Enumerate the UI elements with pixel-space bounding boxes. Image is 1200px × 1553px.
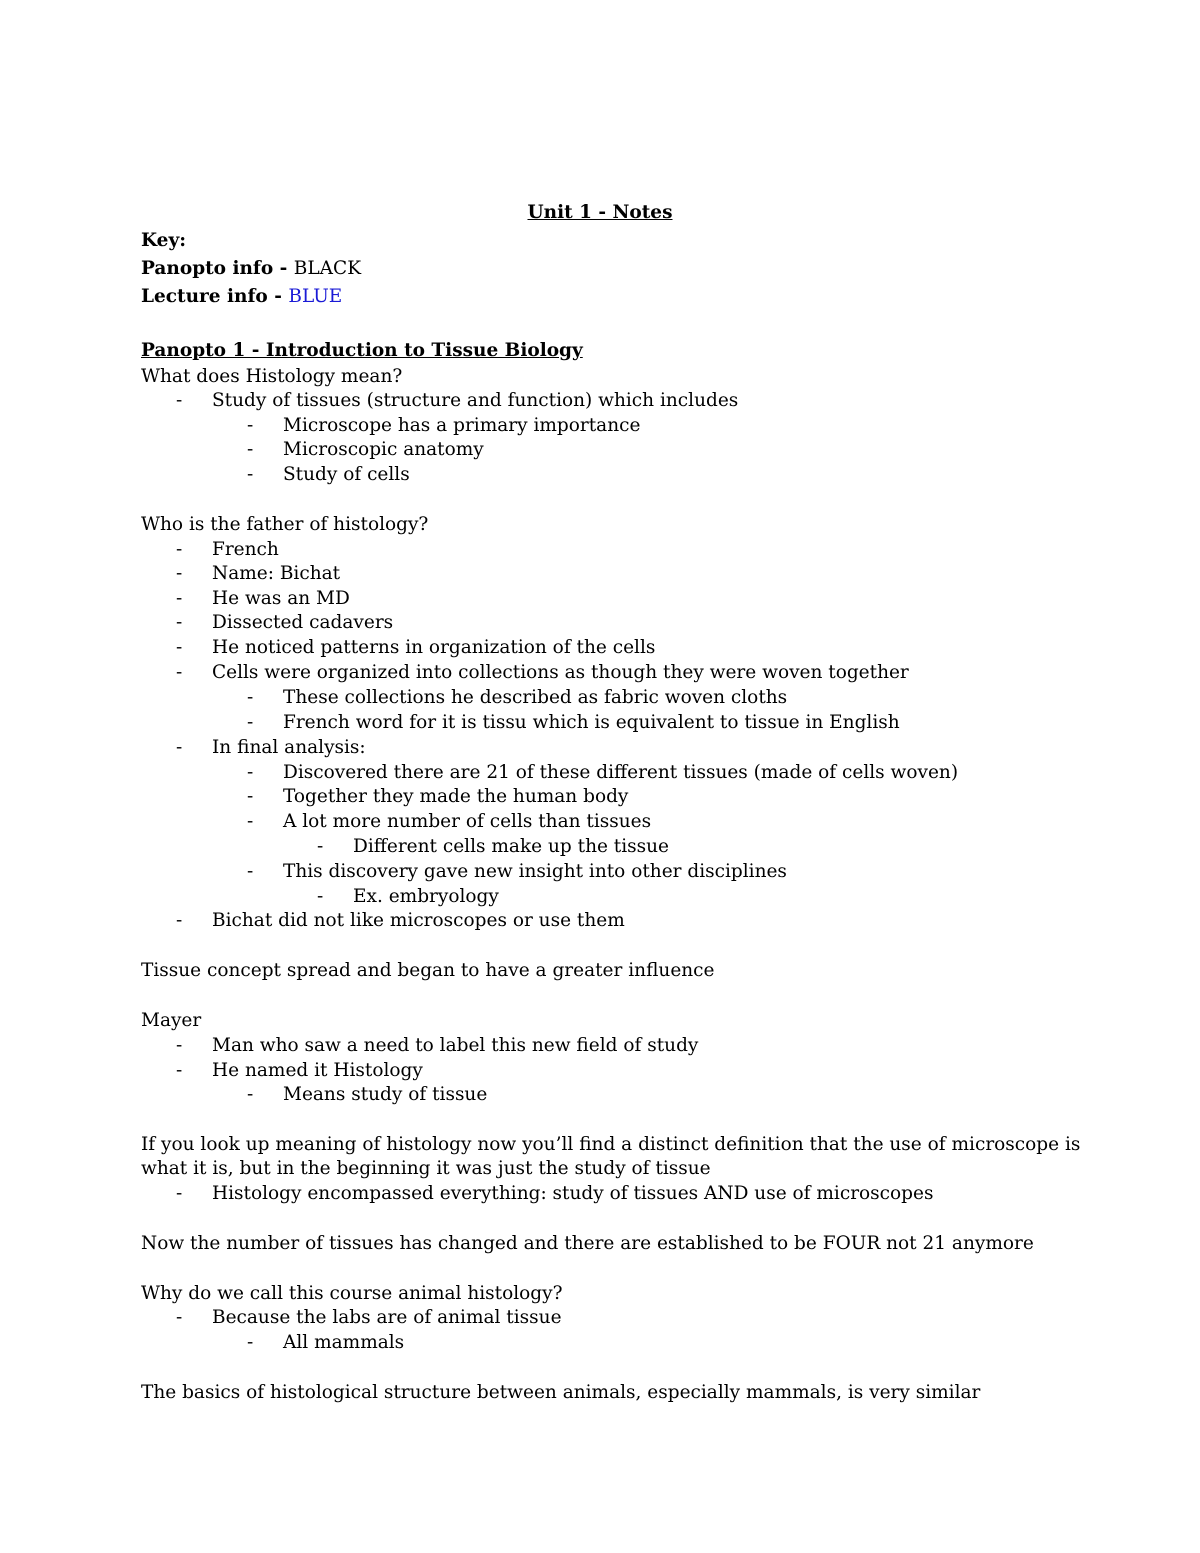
bullet-dash: - (176, 737, 183, 758)
bullet-dash: - (176, 1183, 183, 1204)
key-blue-line (141, 284, 342, 309)
line-text: A lot more number of cells than tissues (283, 811, 652, 832)
line-text: He named it Histology (212, 1060, 423, 1081)
line-text: What does Histology mean? (141, 366, 403, 387)
bullet-dash: - (176, 539, 183, 560)
line-text: Now the number of tissues has changed and there are established to be FOUR not 21 anymore (141, 1233, 1034, 1254)
key-black-label: Panopto info - (141, 258, 294, 279)
line-text: Bichat did not like microscopes or use them (212, 910, 625, 931)
line-text: Name: Bichat (212, 563, 341, 584)
bullet-dash: - (247, 1084, 254, 1105)
bullet-dash: - (176, 1307, 183, 1328)
bullet-dash: - (247, 687, 254, 708)
bullet-dash: - (247, 1332, 254, 1353)
line-text: what it is, but in the beginning it was just the study of tissue (141, 1158, 711, 1179)
bullet-dash: - (176, 910, 183, 931)
key-blue-label: Lecture info - (141, 286, 289, 307)
line-text: Dissected cadavers (212, 612, 394, 633)
line-text: The basics of histological structure between animals, especially mammals, is very similar (141, 1382, 981, 1403)
line-text: Who is the father of histology? (141, 514, 429, 535)
line-text: Ex. embryology (353, 886, 499, 907)
section-heading: Panopto 1 - Introduction to Tissue Biology (141, 340, 583, 361)
line-text: All mammals (283, 1332, 405, 1353)
key-heading: Key: (141, 230, 187, 251)
line-text: Why do we call this course animal histology? (141, 1283, 563, 1304)
bullet-dash: - (176, 662, 183, 683)
line-text: In final analysis: (212, 737, 366, 758)
line-text: Histology encompassed everything: study of tissues AND use of microscopes (212, 1183, 934, 1204)
bullet-dash: - (247, 786, 254, 807)
line-text: Different cells make up the tissue (353, 836, 670, 857)
line-text: Mayer (141, 1010, 202, 1031)
line-text: Tissue concept spread and began to have a greater influence (141, 960, 715, 981)
line-text: Microscopic anatomy (283, 439, 484, 460)
line-text: Discovered there are 21 of these different tissues (made of cells woven) (283, 762, 959, 783)
line-text: This discovery gave new insight into other disciplines (283, 861, 787, 882)
line-text: He was an MD (212, 588, 350, 609)
line-text: Together they made the human body (283, 786, 629, 807)
bullet-dash: - (247, 415, 254, 436)
line-text: Because the labs are of animal tissue (212, 1307, 562, 1328)
bullet-dash: - (247, 811, 254, 832)
bullet-dash: - (317, 886, 324, 907)
bullet-dash: - (247, 464, 254, 485)
bullet-dash: - (176, 612, 183, 633)
bullet-dash: - (317, 836, 324, 857)
line-text: These collections he described as fabric woven cloths (283, 687, 788, 708)
line-text: Means study of tissue (283, 1084, 488, 1105)
page-title: Unit 1 - Notes (527, 202, 673, 223)
bullet-dash: - (176, 390, 183, 411)
bullet-dash: - (247, 861, 254, 882)
line-text: Microscope has a primary importance (283, 415, 641, 436)
bullet-dash: - (247, 439, 254, 460)
line-text: Study of cells (283, 464, 410, 485)
line-text: If you look up meaning of histology now you’ll find a distinct definition that the use of microscope is (141, 1134, 1081, 1155)
bullet-dash: - (247, 762, 254, 783)
bullet-dash: - (176, 1035, 183, 1056)
line-text: Study of tissues (structure and function) which includes (212, 390, 739, 411)
line-text: Cells were organized into collections as though they were woven together (212, 662, 909, 683)
bullet-dash: - (176, 637, 183, 658)
line-text: Man who saw a need to label this new field of study (212, 1035, 699, 1056)
bullet-dash: - (176, 588, 183, 609)
key-black-value: BLACK (293, 258, 362, 279)
bullet-dash: - (176, 1060, 183, 1081)
line-text: French (212, 539, 279, 560)
line-text: He noticed patterns in organization of the cells (212, 637, 656, 658)
key-blue-value: BLUE (288, 286, 343, 307)
line-text: French word for it is tissu which is equivalent to tissue in English (283, 712, 900, 733)
key-black-line (141, 256, 361, 281)
bullet-dash: - (176, 563, 183, 584)
bullet-dash: - (247, 712, 254, 733)
